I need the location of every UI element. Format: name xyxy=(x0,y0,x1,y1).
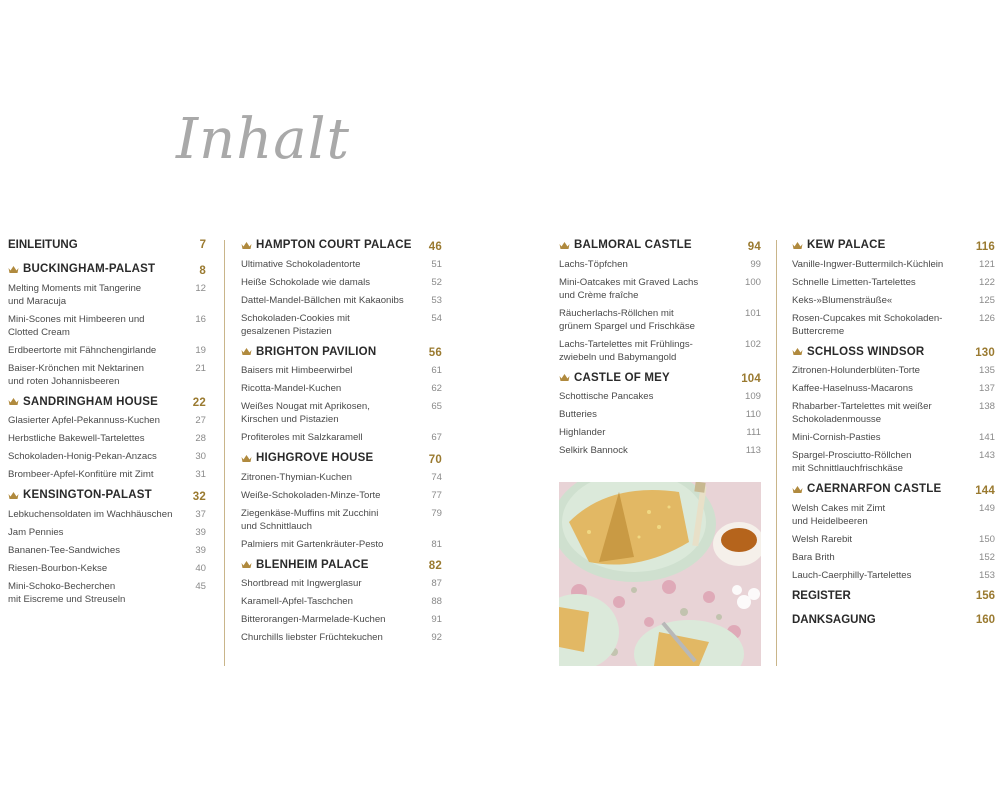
entry-page-number: 74 xyxy=(431,471,442,483)
section-title: KENSINGTON-PALAST xyxy=(23,489,152,501)
entry-page-number: 121 xyxy=(978,258,995,270)
section-title: BRIGHTON PAVILION xyxy=(256,345,377,358)
toc-entry[interactable] xyxy=(792,258,995,271)
entry-page-number: 135 xyxy=(978,365,995,376)
toc-section-highgrove-house xyxy=(241,451,442,551)
section-page-number: 46 xyxy=(428,240,442,253)
entry-page-number: 40 xyxy=(195,562,206,574)
entry-label: Bananen-Tee-Sandwiches xyxy=(8,544,120,556)
section-heading[interactable] xyxy=(8,488,206,504)
section-heading-label xyxy=(8,395,158,409)
section-heading-label xyxy=(241,238,412,252)
toc-section-blenheim-palace xyxy=(241,558,442,645)
section-heading[interactable] xyxy=(8,262,206,278)
toc-entry[interactable] xyxy=(792,502,995,528)
section-page-number: 144 xyxy=(975,484,995,497)
entry-page-number: 21 xyxy=(195,362,206,374)
entry-label: Heiße Schokolade wie damals xyxy=(241,276,371,288)
entry-label: Baisers mit Himbeerwirbel xyxy=(241,365,353,376)
toc-entry[interactable] xyxy=(241,507,442,533)
toc-section-caernarfon-castle xyxy=(792,482,995,582)
section-heading[interactable] xyxy=(792,482,995,498)
toc-entry[interactable] xyxy=(792,533,995,546)
entry-page-number: 54 xyxy=(431,312,442,324)
toc-section-brighton-pavilion xyxy=(241,345,442,445)
toc-entry[interactable] xyxy=(8,544,206,557)
section-heading-label xyxy=(792,238,885,252)
toc-entry[interactable] xyxy=(559,426,761,439)
toc-entry[interactable] xyxy=(8,468,206,481)
entry-page-number: 92 xyxy=(431,632,442,643)
section-page-number: 7 xyxy=(199,239,206,251)
toc-entry[interactable] xyxy=(241,538,442,551)
toc-entry[interactable] xyxy=(8,344,206,357)
toc-entry[interactable] xyxy=(559,408,761,421)
section-title: BALMORAL CASTLE xyxy=(574,239,692,251)
crown-icon xyxy=(241,560,252,569)
entry-page-number: 31 xyxy=(195,469,206,480)
toc-entry[interactable] xyxy=(792,551,995,564)
toc-entry[interactable] xyxy=(241,312,442,338)
entry-label: Welsh Rarebit xyxy=(792,533,853,545)
entry-label: Schokoladen-Honig-Pekan-Anzacs xyxy=(8,451,157,462)
toc-entry[interactable] xyxy=(241,400,442,426)
entry-page-number: 79 xyxy=(431,507,442,519)
section-page-number: 8 xyxy=(199,264,206,277)
entry-label: Rhabarber-Tartelettes mit weißer Schokoladenmousse xyxy=(792,401,932,425)
section-page-number: 32 xyxy=(192,490,206,503)
toc-entry[interactable] xyxy=(559,258,761,271)
entry-page-number: 45 xyxy=(195,580,206,592)
entry-label: Palmiers mit Gartenkräuter-Pesto xyxy=(241,538,384,550)
section-title: HAMPTON COURT PALACE xyxy=(256,239,412,251)
toc-entry[interactable] xyxy=(792,431,995,444)
toc-entry[interactable] xyxy=(8,450,206,463)
toc-entry[interactable] xyxy=(8,432,206,445)
entry-page-number: 137 xyxy=(978,383,995,394)
section-title: REGISTER xyxy=(792,589,851,602)
toc-entry[interactable] xyxy=(792,449,995,475)
toc-entry[interactable] xyxy=(8,562,206,575)
section-heading-label xyxy=(241,451,373,465)
entry-label: Karamell-Apfel-Taschchen xyxy=(241,596,353,607)
entry-label: Weiße-Schokoladen-Minze-Torte xyxy=(241,489,381,501)
section-heading-label xyxy=(8,262,155,276)
toc-entry[interactable] xyxy=(792,294,995,307)
entry-page-number: 12 xyxy=(195,282,206,294)
entry-page-number: 65 xyxy=(431,401,442,412)
entry-label: Dattel-Mandel-Bällchen mit Kakaonibs xyxy=(241,294,404,306)
entry-page-number: 19 xyxy=(195,344,206,356)
entry-label: Mini-Oatcakes mit Graved Lachs und Crème fraîche xyxy=(559,276,699,301)
toc-entry[interactable] xyxy=(792,276,995,289)
entry-page-number: 153 xyxy=(978,569,995,581)
section-title: BLENHEIM PALACE xyxy=(256,558,369,571)
entry-label: Schottische Pancakes xyxy=(559,391,654,402)
entry-label: Zitronen-Thymian-Kuchen xyxy=(241,471,352,483)
section-heading-label xyxy=(559,238,692,252)
entry-label: Shortbread mit Ingwerglasur xyxy=(241,578,362,589)
section-heading-label xyxy=(792,345,924,359)
entry-page-number: 87 xyxy=(431,578,442,589)
entry-page-number: 101 xyxy=(744,307,761,319)
toc-column-4 xyxy=(792,238,995,637)
entry-label: Vanille-Ingwer-Buttermilch-Küchlein xyxy=(792,258,944,270)
entry-page-number: 37 xyxy=(195,508,206,520)
entry-label: Riesen-Bourbon-Kekse xyxy=(8,562,108,574)
section-title: DANKSAGUNG xyxy=(792,613,876,626)
entry-label: Bitterorangen-Marmelade-Kuchen xyxy=(241,614,386,625)
section-heading-label xyxy=(792,482,941,496)
toc-column-1 xyxy=(8,238,206,613)
crown-icon xyxy=(559,241,570,250)
section-heading-label xyxy=(8,488,152,502)
entry-page-number: 125 xyxy=(978,294,995,306)
entry-label: Mini-Cornish-Pasties xyxy=(792,432,881,443)
entry-page-number: 149 xyxy=(978,502,995,514)
toc-column-3 xyxy=(559,238,761,464)
entry-label: Schnelle Limetten-Tartelettes xyxy=(792,276,916,288)
toc-entry[interactable] xyxy=(241,276,442,289)
toc-entry[interactable] xyxy=(241,258,442,271)
crown-icon xyxy=(792,241,803,250)
crown-icon xyxy=(792,347,803,356)
entry-page-number: 39 xyxy=(195,544,206,556)
column-divider xyxy=(224,240,225,666)
crown-icon xyxy=(8,265,19,274)
section-page-number: 56 xyxy=(428,347,442,359)
entry-page-number: 62 xyxy=(431,383,442,394)
entry-label: Keks-»Blumensträuße« xyxy=(792,294,893,306)
entry-page-number: 109 xyxy=(744,391,761,402)
section-title: CAERNARFON CASTLE xyxy=(807,483,942,495)
section-heading[interactable] xyxy=(241,238,442,254)
toc-entry[interactable] xyxy=(241,631,442,644)
toc-entry[interactable] xyxy=(241,595,442,608)
section-page-number: 160 xyxy=(975,613,995,626)
entry-label: Lachs-Tartelettes mit Frühlings- zwiebeln und Babymangold xyxy=(559,338,693,363)
entry-label: Kaffee-Haselnuss-Macarons xyxy=(792,383,913,394)
crown-icon xyxy=(559,373,570,382)
entry-label: Weißes Nougat mit Aprikosen, Kirschen und Pistazien xyxy=(241,401,370,425)
entry-page-number: 150 xyxy=(978,533,995,545)
entry-label: Churchills liebster Früchtekuchen xyxy=(241,632,383,643)
entry-label: Mini-Scones mit Himbeeren und Clotted Cream xyxy=(8,313,145,338)
entry-page-number: 99 xyxy=(750,258,761,270)
section-heading[interactable] xyxy=(8,395,206,411)
toc-entry[interactable] xyxy=(792,364,995,377)
toc-entry[interactable] xyxy=(8,508,206,521)
section-heading[interactable] xyxy=(792,238,995,254)
toc-entry[interactable] xyxy=(8,313,206,339)
toc-entry[interactable] xyxy=(8,282,206,308)
entry-label: Spargel-Prosciutto-Röllchen mit Schnittlauchfrischkäse xyxy=(792,450,912,474)
crown-icon xyxy=(792,485,803,494)
entry-page-number: 77 xyxy=(431,489,442,501)
entry-label: Ricotta-Mandel-Kuchen xyxy=(241,383,342,394)
entry-label: Selkirk Bannock xyxy=(559,445,628,456)
entry-label: Rosen-Cupcakes mit Schokoladen- Buttercreme xyxy=(792,312,943,337)
entry-label: Brombeer-Apfel-Konfitüre mit Zimt xyxy=(8,469,154,480)
toc-section-einleitung[interactable] xyxy=(8,238,206,252)
entry-page-number: 51 xyxy=(431,258,442,270)
section-heading[interactable] xyxy=(241,345,442,361)
entry-label: Lachs-Töpfchen xyxy=(559,258,628,270)
toc-entry[interactable] xyxy=(559,390,761,403)
entry-label: Ziegenkäse-Muffins mit Zucchini und Schnittlauch xyxy=(241,507,379,532)
entry-page-number: 16 xyxy=(195,313,206,325)
entry-page-number: 100 xyxy=(744,276,761,288)
toc-entry[interactable] xyxy=(559,307,761,333)
toc-entry[interactable] xyxy=(241,613,442,626)
toc-entry[interactable] xyxy=(241,294,442,307)
section-page-number: 70 xyxy=(428,453,442,466)
entry-label: Glasierter Apfel-Pekannuss-Kuchen xyxy=(8,415,160,426)
crown-icon xyxy=(8,491,19,500)
section-heading[interactable] xyxy=(559,238,761,254)
entry-label: Erdbeertorte mit Fähnchengirlande xyxy=(8,344,157,356)
crown-icon xyxy=(8,397,19,406)
entry-label: Lauch-Caerphilly-Tartelettes xyxy=(792,569,912,581)
entry-label: Herbstliche Bakewell-Tartelettes xyxy=(8,433,145,444)
toc-entry[interactable] xyxy=(241,471,442,484)
toc-entry[interactable] xyxy=(792,382,995,395)
entry-page-number: 91 xyxy=(431,614,442,625)
toc-entry[interactable] xyxy=(559,338,761,364)
entry-page-number: 111 xyxy=(746,427,761,438)
section-title: HIGHGROVE HOUSE xyxy=(256,452,374,464)
entry-label: Lebkuchensoldaten im Wachhäuschen xyxy=(8,508,173,520)
toc-entry[interactable] xyxy=(792,312,995,338)
toc-entry[interactable] xyxy=(8,526,206,539)
toc-entry[interactable] xyxy=(241,431,442,444)
entry-label: Bara Brith xyxy=(792,551,835,563)
entry-label: Profiteroles mit Salzkaramell xyxy=(241,432,363,443)
entry-label: Baiser-Krönchen mit Nektarinen und roten Johannisbeeren xyxy=(8,362,144,387)
toc-section-sandringham-house xyxy=(8,395,206,482)
section-title: CASTLE OF MEY xyxy=(574,371,670,384)
section-page-number: 130 xyxy=(975,347,995,359)
entry-page-number: 28 xyxy=(195,433,206,444)
section-title: EINLEITUNG xyxy=(8,239,78,251)
toc-entry[interactable] xyxy=(559,276,761,302)
section-page-number: 22 xyxy=(192,397,206,409)
section-heading[interactable] xyxy=(241,451,442,467)
cake-photo xyxy=(559,482,761,666)
toc-column-2 xyxy=(241,238,442,651)
toc-section-schloss-windsor xyxy=(792,345,995,476)
entry-label: Ultimative Schokoladentorte xyxy=(241,258,361,270)
toc-entry[interactable] xyxy=(241,577,442,590)
entry-page-number: 122 xyxy=(978,276,995,288)
section-heading[interactable] xyxy=(559,371,761,387)
entry-page-number: 102 xyxy=(744,338,761,350)
entry-label: Melting Moments mit Tangerine und Maracuja xyxy=(8,282,142,307)
entry-page-number: 152 xyxy=(978,551,995,563)
toc-entry[interactable] xyxy=(241,382,442,395)
toc-section-kensington-palast xyxy=(8,488,206,606)
toc-section-danksagung[interactable] xyxy=(792,613,995,627)
section-title: BUCKINGHAM-PALAST xyxy=(23,263,156,275)
entry-label: Highlander xyxy=(559,427,606,438)
section-page-number: 156 xyxy=(975,589,995,602)
toc-entry[interactable] xyxy=(559,444,761,457)
entry-label: Räucherlachs-Röllchen mit grünem Spargel und Frischkäse xyxy=(559,307,695,332)
entry-label: Butteries xyxy=(559,409,597,420)
toc-section-castle-of-mey xyxy=(559,371,761,458)
toc-entry[interactable] xyxy=(241,489,442,502)
toc-section-register[interactable] xyxy=(792,589,995,603)
section-heading-label xyxy=(559,371,670,385)
entry-label: Welsh Cakes mit Zimt und Heidelbeeren xyxy=(792,502,886,527)
crown-icon xyxy=(241,241,252,250)
crown-icon xyxy=(241,454,252,463)
entry-page-number: 113 xyxy=(745,445,761,456)
toc-entry[interactable] xyxy=(792,569,995,582)
entry-page-number: 27 xyxy=(195,415,206,426)
entry-page-number: 61 xyxy=(431,365,442,376)
toc-entry[interactable] xyxy=(8,580,206,606)
entry-page-number: 30 xyxy=(195,451,206,462)
toc-section-balmoral-castle xyxy=(559,238,761,364)
toc-section-hampton-court-palace xyxy=(241,238,442,338)
entry-page-number: 88 xyxy=(431,596,442,607)
toc-entry[interactable] xyxy=(792,400,995,426)
entry-page-number: 110 xyxy=(745,409,761,420)
toc-entry[interactable] xyxy=(8,362,206,388)
section-heading-label xyxy=(241,558,369,572)
section-page-number: 82 xyxy=(428,560,442,572)
entry-label: Jam Pennies xyxy=(8,526,64,538)
toc-section-buckingham-palast xyxy=(8,262,206,388)
column-divider xyxy=(776,240,777,666)
entry-page-number: 67 xyxy=(431,432,442,443)
entry-label: Mini-Schoko-Becherchen mit Eiscreme und Streuseln xyxy=(8,580,126,605)
section-heading[interactable] xyxy=(792,345,995,361)
entry-label: Schokoladen-Cookies mit gesalzenen Pistazien xyxy=(241,312,350,337)
section-page-number: 116 xyxy=(975,240,995,253)
entry-page-number: 81 xyxy=(431,538,442,550)
section-title: SANDRINGHAM HOUSE xyxy=(23,395,159,408)
entry-page-number: 52 xyxy=(431,276,442,288)
section-page-number: 104 xyxy=(741,373,761,385)
crown-icon xyxy=(241,347,252,356)
entry-page-number: 126 xyxy=(978,312,995,324)
toc-entry[interactable] xyxy=(8,414,206,427)
entry-page-number: 53 xyxy=(431,294,442,306)
section-page-number: 94 xyxy=(747,240,761,253)
section-title: SCHLOSS WINDSOR xyxy=(807,345,925,358)
entry-page-number: 141 xyxy=(978,432,995,443)
entry-page-number: 39 xyxy=(195,526,206,538)
entry-page-number: 138 xyxy=(978,401,995,412)
section-heading[interactable] xyxy=(241,558,442,574)
entry-label: Zitronen-Holunderblüten-Torte xyxy=(792,365,920,376)
section-title: KEW PALACE xyxy=(807,239,886,251)
toc-entry[interactable] xyxy=(241,364,442,377)
entry-page-number: 143 xyxy=(978,450,995,461)
toc-section-kew-palace xyxy=(792,238,995,338)
section-heading-label xyxy=(241,345,376,359)
page-title: Inhalt xyxy=(176,107,351,172)
